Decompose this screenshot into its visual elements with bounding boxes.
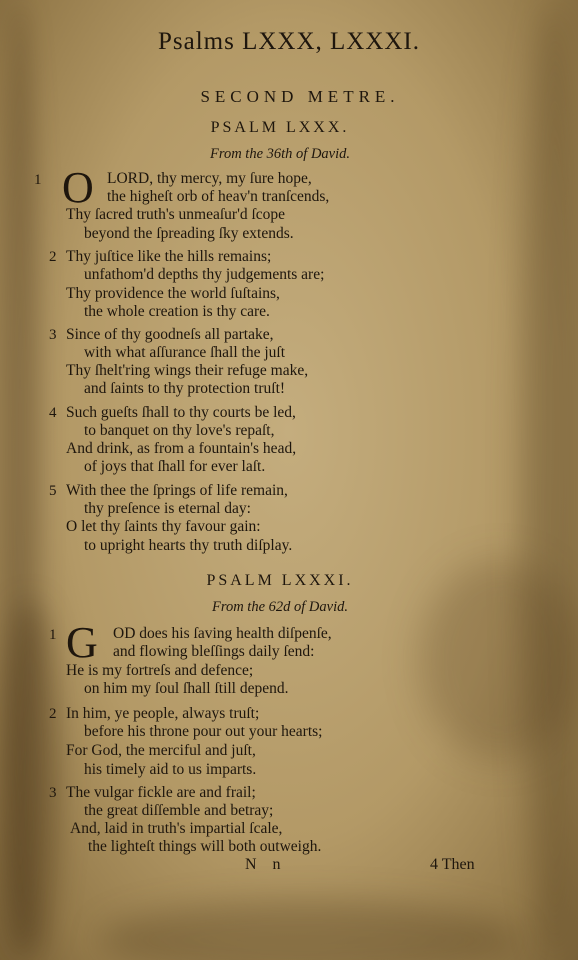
verse-line: before his throne pour out your hearts; [84, 723, 323, 740]
stanza-number: 2 [49, 706, 57, 722]
verse-line: the whole creation is thy care. [84, 303, 270, 320]
verse-line: and ſaints to thy protection truſt! [84, 380, 286, 397]
paper-stain [0, 600, 60, 960]
verse-line: And, laid in truth's impartial ſcale, [70, 820, 283, 837]
verse-line: unfathom'd depths thy judgements are; [84, 266, 325, 283]
verse-line: OD does his ſaving health diſpenſe, [113, 625, 332, 642]
stanza-number: 3 [49, 785, 57, 801]
verse-line: In him, ye people, always truſt; [66, 705, 260, 722]
paper-stain [100, 900, 520, 960]
verse-line: beyond the ſpreading ſky extends. [84, 225, 294, 242]
psalm-title: PSALM LXXX. [210, 119, 350, 136]
verse-line: He is my fortreſs and defence; [66, 662, 254, 679]
drop-cap: O [62, 163, 94, 212]
drop-cap: G [66, 618, 98, 667]
verse-line: on him my ſoul ſhall ſtill depend. [84, 680, 289, 697]
paper-stain [0, 0, 40, 960]
paper-stain [520, 0, 578, 960]
metre-heading: SECOND METRE. [200, 87, 400, 106]
verse-line: Such gueſts ſhall to thy courts be led, [66, 404, 296, 421]
stanza-number: 1 [34, 172, 42, 188]
verse-line: with what aſſurance ſhall the juſt [84, 344, 286, 361]
stanza-number: 1 [49, 627, 57, 643]
psalm-source: From the 36th of David. [209, 146, 350, 162]
psalm-title: PSALM LXXXI. [206, 572, 354, 589]
verse-line: Thy juſtice like the hills remains; [66, 248, 272, 265]
paper-stain [420, 560, 578, 760]
verse-line: of joys that ſhall for ever laſt. [84, 458, 266, 475]
psalm-source: From the 62d of David. [212, 599, 348, 615]
verse-line: the great diſſemble and betray; [84, 802, 274, 819]
verse-line: thy preſence is eternal day: [84, 500, 251, 517]
verse-line: LORD, thy mercy, my ſure hope, [107, 170, 312, 187]
verse-line: Since of thy goodneſs all partake, [66, 326, 274, 343]
catchword: 4 Then [430, 856, 475, 873]
signature-mark: N n [245, 856, 287, 873]
verse-line: For God, the merciful and juſt, [66, 742, 256, 759]
verse-line: And drink, as from a fountain's head, [66, 440, 297, 457]
verse-line: the lighteſt things will both outweigh. [88, 838, 322, 855]
verse-line: Thy providence the world ſuſtains, [66, 285, 280, 302]
stanza-number: 5 [49, 483, 57, 499]
verse-line: to upright hearts thy truth diſplay. [84, 537, 293, 554]
verse-line: to banquet on thy love's repaſt, [84, 422, 275, 439]
verse-line: his timely aid to us imparts. [84, 761, 257, 778]
verse-line: and flowing bleſſings daily ſend: [113, 643, 315, 660]
running-header: Psalms LXXX, LXXXI. [157, 28, 421, 55]
stanza-number: 3 [49, 327, 57, 343]
verse-line: O let thy ſaints thy favour gain: [66, 518, 261, 535]
stanza-number: 4 [49, 405, 57, 421]
stanza-number: 2 [49, 249, 57, 265]
verse-line: the higheſt orb of heav'n tranſcends, [107, 188, 330, 205]
verse-line: The vulgar fickle are and frail; [66, 784, 256, 801]
verse-line: Thy ſacred truth's unmeaſur'd ſcope [66, 206, 286, 223]
verse-line: With thee the ſprings of life remain, [66, 482, 288, 499]
verse-line: Thy ſhelt'ring wings their refuge make, [66, 362, 309, 379]
